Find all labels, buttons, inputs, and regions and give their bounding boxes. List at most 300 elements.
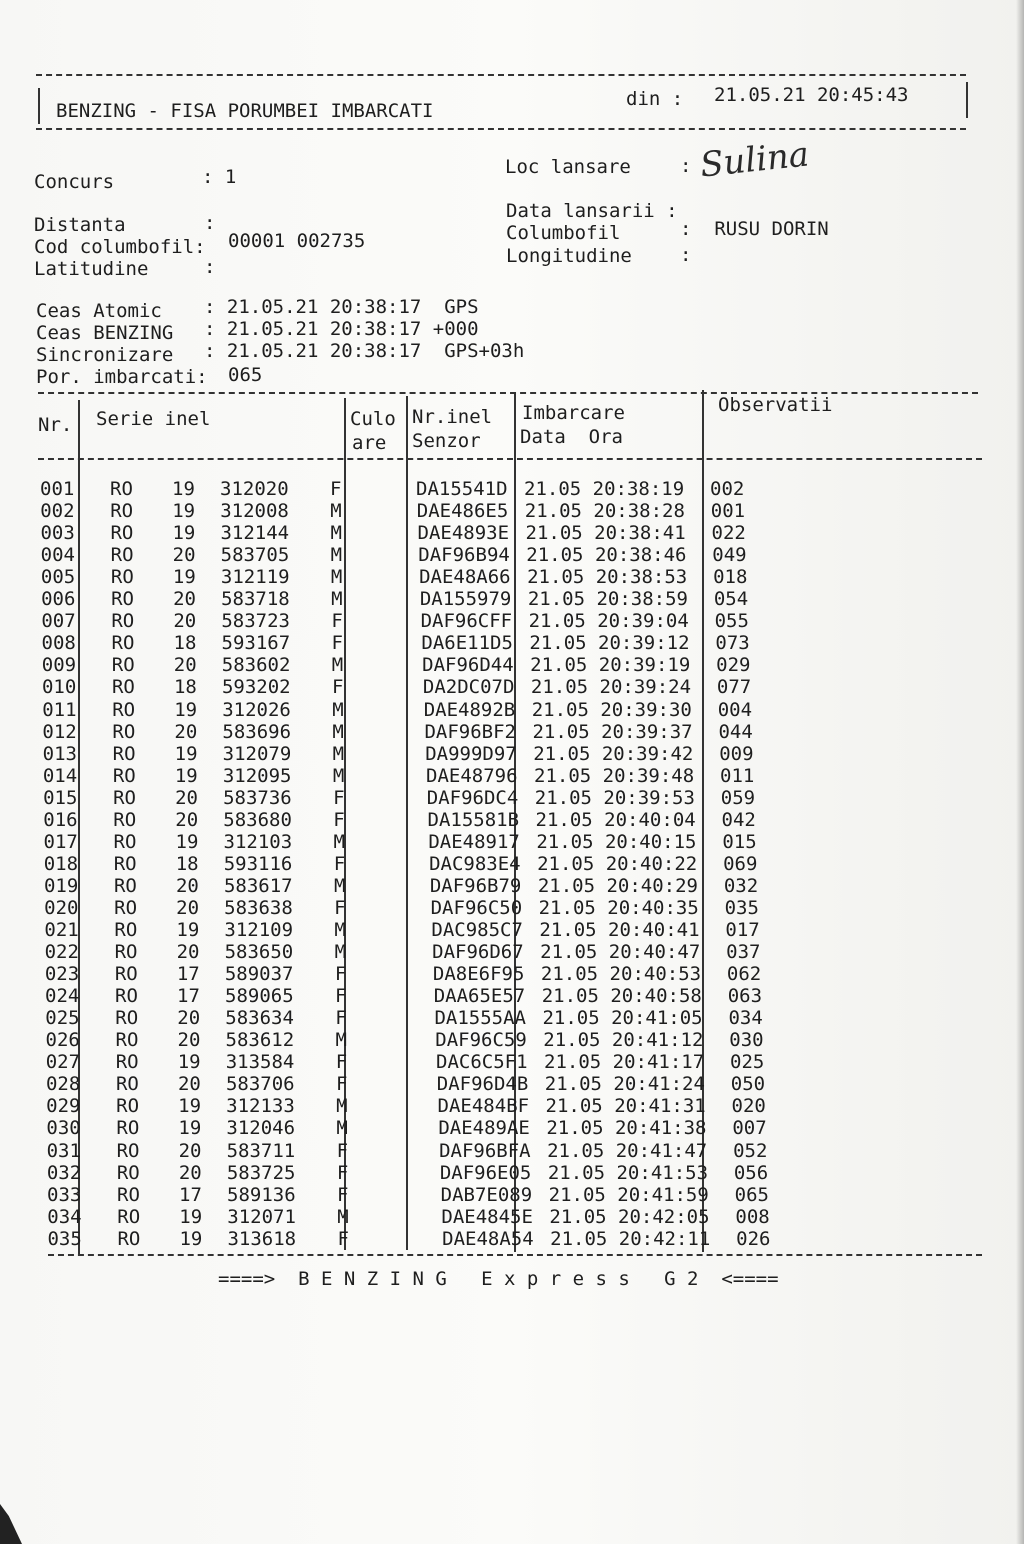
- ring-country: RO: [115, 1051, 139, 1074]
- ring-number: 312144: [220, 522, 290, 545]
- observation: 042: [721, 808, 756, 831]
- boarding-datetime: 21.05 20:41:05: [542, 1007, 703, 1030]
- sensor-id: DA6E11D5: [421, 632, 513, 655]
- boarding-datetime: 21.05 20:40:22: [537, 852, 698, 875]
- ring-number: 312119: [220, 566, 290, 589]
- observation: 020: [731, 1095, 766, 1118]
- observation: 037: [726, 941, 761, 964]
- ring-year: 19: [178, 1117, 202, 1140]
- header-bottom-border: [36, 128, 966, 130]
- ring-number: 312071: [227, 1205, 296, 1228]
- ring-country: RO: [115, 985, 138, 1008]
- ring-country: RO: [113, 786, 136, 809]
- observation: 059: [720, 786, 756, 809]
- ring-year: 20: [177, 1007, 201, 1030]
- boarding-datetime: 21.05 20:39:42: [533, 742, 694, 765]
- pigeon-sex: F: [337, 1227, 349, 1250]
- row-number: 034: [47, 1205, 82, 1228]
- row-number: 013: [42, 742, 77, 765]
- observation: 050: [730, 1073, 766, 1096]
- sensor-id: DAF96DC4: [426, 786, 519, 809]
- ring-number: 583612: [225, 1029, 295, 1052]
- sincronizare-value: : 21.05.21 20:38:17 GPS+03h: [204, 340, 525, 362]
- pigeon-sex: F: [335, 1051, 348, 1074]
- col-header-nr: Nr.: [38, 414, 73, 436]
- boarding-datetime: 21.05 20:41:59: [548, 1183, 709, 1206]
- concurs-label: Concurs: [34, 171, 115, 193]
- observation: 056: [733, 1161, 769, 1184]
- col-sep-culoare: [406, 396, 408, 1250]
- pigeon-sex: F: [334, 963, 347, 986]
- header-top-border: [36, 74, 966, 76]
- row-number: 005: [40, 566, 76, 589]
- row-number: 031: [46, 1139, 81, 1162]
- pigeon-sex: M: [333, 874, 346, 897]
- ring-year: 19: [179, 1227, 203, 1250]
- row-number: 024: [45, 985, 80, 1008]
- pigeon-sex: F: [335, 985, 347, 1008]
- pigeon-sex: M: [332, 742, 345, 765]
- observation: 029: [716, 654, 751, 677]
- boarding-datetime: 21.05 20:38:59: [527, 588, 688, 611]
- boarding-datetime: 21.05 20:41:38: [546, 1117, 707, 1140]
- row-number: 001: [40, 478, 75, 500]
- page-edge-shadow: [1016, 0, 1024, 1544]
- sensor-id: DAF96CFF: [420, 610, 513, 633]
- pigeon-sex: M: [331, 588, 343, 611]
- pigeon-sex: F: [337, 1183, 349, 1206]
- distanta-label: Distanta: [34, 214, 126, 236]
- ring-year: 19: [176, 919, 200, 941]
- col-header-culoare-1: Culo: [350, 408, 396, 430]
- ring-country: RO: [111, 610, 135, 633]
- longitudine-label: Longitudine: [506, 245, 632, 267]
- boarding-datetime: 21.05 20:41:17: [544, 1051, 705, 1074]
- sensor-id: DA2DC07D: [422, 676, 515, 699]
- sensor-id: DAE48A66: [419, 566, 511, 589]
- por-imbarcati-label: Por. imbarcati:: [36, 366, 208, 388]
- observation: 009: [719, 742, 754, 765]
- observation: 049: [712, 544, 747, 567]
- row-number: 025: [45, 1007, 80, 1030]
- sensor-id: DAE489AE: [438, 1117, 530, 1140]
- ring-number: 312103: [223, 830, 293, 853]
- distanta-sep: :: [204, 212, 216, 234]
- ring-country: RO: [111, 654, 135, 677]
- ring-country: RO: [114, 919, 138, 941]
- ring-year: 19: [177, 1051, 201, 1074]
- ring-country: RO: [111, 632, 135, 655]
- ring-year: 20: [176, 896, 200, 919]
- row-number: 006: [41, 588, 76, 611]
- observation: 001: [710, 500, 746, 523]
- boarding-datetime: 21.05 20:38:53: [527, 566, 688, 589]
- ring-country: RO: [115, 1029, 139, 1052]
- header-left-border: [38, 88, 40, 124]
- pigeon-sex: F: [331, 676, 344, 699]
- ring-country: RO: [112, 698, 136, 721]
- table-header-border: [38, 458, 982, 460]
- ring-number: 312020: [220, 478, 289, 500]
- cod-columbofil-value: 00001 002735: [228, 230, 366, 252]
- boarding-datetime: 21.05 20:41:31: [545, 1095, 706, 1118]
- observation: 002: [710, 478, 745, 500]
- boarding-datetime: 21.05 20:40:58: [541, 985, 702, 1008]
- ring-country: RO: [110, 500, 134, 523]
- longitudine-sep: :: [680, 244, 692, 266]
- ring-year: 19: [172, 566, 196, 589]
- ring-country: RO: [116, 1117, 140, 1140]
- pigeon-sex: F: [336, 1139, 349, 1162]
- boarding-datetime: 21.05 20:40:29: [537, 874, 699, 897]
- ring-country: RO: [114, 896, 138, 919]
- pigeon-sex: F: [333, 786, 345, 809]
- row-number: 021: [44, 919, 79, 941]
- ring-year: 19: [172, 500, 196, 523]
- ring-year: 20: [178, 1161, 202, 1184]
- observation: 015: [722, 830, 757, 853]
- ring-year: 19: [175, 830, 199, 853]
- ring-year: 19: [172, 522, 196, 545]
- col-header-nrinel-2: Senzor: [412, 430, 481, 452]
- ring-number: 593202: [221, 676, 291, 699]
- loc-lansare-label: Loc lansare: [505, 156, 631, 178]
- row-number: 019: [43, 874, 79, 897]
- ring-number: 583696: [222, 720, 292, 743]
- row-number: 027: [45, 1051, 81, 1074]
- ring-number: 583617: [223, 874, 293, 897]
- ring-number: 313618: [227, 1227, 297, 1250]
- observation: 035: [724, 896, 759, 919]
- observation: 065: [734, 1183, 769, 1206]
- ring-number: 583718: [221, 588, 290, 611]
- ring-number: 593167: [221, 632, 291, 655]
- ring-number: 583736: [223, 786, 292, 809]
- sensor-id: DAC6C5F1: [436, 1051, 528, 1074]
- pigeon-sex: F: [331, 610, 343, 633]
- pigeon-sex: F: [336, 1161, 349, 1184]
- row-number: 022: [44, 941, 79, 964]
- boarding-datetime: 21.05 20:39:53: [534, 786, 695, 809]
- ceas-atomic-value: : 21.05.21 20:38:17 GPS: [204, 296, 479, 318]
- boarding-datetime: 21.05 20:40:41: [539, 919, 700, 941]
- ring-number: 313584: [225, 1051, 295, 1074]
- sensor-id: DAE4845E: [441, 1205, 533, 1228]
- sensor-id: DAE48917: [428, 830, 520, 853]
- observation: 052: [733, 1139, 768, 1162]
- ring-number: 312095: [222, 764, 292, 787]
- col-header-imbarcare-1: Imbarcare: [522, 402, 625, 424]
- ring-year: 18: [173, 632, 197, 655]
- boarding-datetime: 21.05 20:42:05: [549, 1205, 710, 1228]
- row-number: 018: [43, 852, 79, 875]
- ring-number: 312133: [226, 1095, 295, 1118]
- pigeon-sex: F: [335, 1007, 347, 1030]
- ring-number: 312109: [224, 919, 294, 941]
- header-right-border: [966, 82, 968, 118]
- observation: 022: [711, 522, 746, 545]
- latitudine-label: Latitudine: [34, 258, 149, 280]
- ring-country: RO: [114, 963, 138, 986]
- observation: 017: [725, 919, 760, 941]
- data-lansarii-label: Data lansarii :: [506, 200, 678, 222]
- ring-country: RO: [116, 1139, 140, 1162]
- ring-country: RO: [113, 808, 137, 831]
- ring-country: RO: [116, 1095, 140, 1118]
- ring-number: 583725: [226, 1161, 296, 1184]
- boarding-datetime: 21.05 20:39:19: [530, 654, 691, 677]
- ceas-benzing-value: : 21.05.21 20:38:17 +000: [204, 318, 479, 340]
- boarding-datetime: 21.05 20:39:24: [530, 676, 692, 699]
- ring-year: 20: [176, 941, 200, 964]
- ring-number: 583705: [220, 544, 290, 567]
- sensor-id: DAF96B79: [429, 874, 522, 897]
- ring-number: 583634: [225, 1007, 294, 1030]
- ring-year: 19: [178, 1095, 202, 1118]
- pigeon-sex: F: [334, 896, 346, 919]
- ring-number: 312046: [226, 1117, 296, 1140]
- ring-number: 312008: [220, 500, 289, 523]
- row-number: 032: [46, 1161, 82, 1184]
- row-number: 015: [43, 786, 78, 809]
- ring-country: RO: [112, 764, 136, 787]
- row-number: 023: [44, 963, 80, 986]
- pigeon-sex: F: [331, 632, 343, 655]
- ring-number: 583602: [221, 654, 291, 677]
- sensor-id: DA8E6F95: [432, 963, 525, 986]
- sensor-id: DAE4893E: [417, 522, 510, 545]
- ring-country: RO: [113, 852, 137, 875]
- observation: 073: [715, 632, 750, 655]
- row-number: 029: [46, 1095, 81, 1118]
- boarding-datetime: 21.05 20:40:04: [535, 808, 696, 831]
- observation: 026: [736, 1227, 771, 1250]
- sensor-id: DAE486E5: [416, 500, 509, 523]
- sensor-id: DAE484BF: [437, 1095, 530, 1118]
- sensor-id: DAF96BF2: [424, 720, 516, 743]
- ring-number: 583680: [223, 808, 292, 831]
- boarding-datetime: 21.05 20:41:12: [543, 1029, 704, 1052]
- sensor-id: DAA65E57: [433, 985, 526, 1008]
- observation: 077: [716, 676, 752, 699]
- ring-number: 583706: [225, 1073, 295, 1096]
- latitudine-sep: :: [204, 256, 216, 278]
- observation: 004: [717, 698, 753, 721]
- observation: 054: [713, 588, 749, 611]
- pigeon-sex: M: [332, 698, 344, 721]
- observation: 032: [723, 874, 759, 897]
- pigeon-sex: F: [333, 852, 346, 875]
- sensor-id: DA155979: [419, 588, 512, 611]
- boarding-datetime: 21.05 20:40:35: [538, 896, 699, 919]
- ring-year: 19: [174, 742, 198, 765]
- row-number: 016: [43, 808, 78, 831]
- pigeon-sex: M: [334, 941, 347, 964]
- ring-country: RO: [114, 941, 138, 964]
- sensor-id: DA1555AA: [434, 1007, 526, 1030]
- sensor-id: DAF96BFA: [439, 1139, 531, 1162]
- ring-year: 18: [173, 676, 197, 699]
- observation: 034: [728, 1007, 763, 1030]
- row-number: 003: [40, 522, 75, 545]
- ring-country: RO: [113, 830, 137, 853]
- ring-year: 19: [172, 478, 195, 500]
- ring-country: RO: [115, 1073, 139, 1096]
- col-header-observatii: Observatii: [718, 394, 833, 416]
- ring-year: 20: [175, 786, 198, 809]
- boarding-datetime: 21.05 20:41:24: [544, 1073, 705, 1096]
- ring-country: RO: [111, 588, 134, 611]
- sensor-id: DAF96C50: [430, 896, 523, 919]
- pigeon-sex: M: [336, 1095, 348, 1118]
- pigeon-sex: M: [334, 919, 346, 941]
- sincronizare-label: Sincronizare: [36, 344, 174, 366]
- observation: 008: [735, 1205, 770, 1228]
- ceas-benzing-label: Ceas BENZING: [36, 322, 174, 344]
- pigeon-sex: M: [333, 830, 345, 853]
- row-number: 017: [43, 830, 78, 853]
- ring-country: RO: [113, 874, 137, 897]
- handwritten-location: Sulina: [698, 134, 811, 186]
- boarding-datetime: 21.05 20:38:28: [524, 500, 685, 523]
- ring-year: 19: [179, 1205, 203, 1228]
- ring-number: 312079: [222, 742, 292, 765]
- observation: 044: [718, 720, 753, 743]
- sensor-id: DAF96D44: [422, 654, 514, 677]
- table-bottom-border: [48, 1254, 982, 1256]
- ring-country: RO: [110, 544, 134, 567]
- sensor-id: DAC985C7: [431, 919, 523, 941]
- ring-year: 18: [175, 852, 199, 875]
- sensor-id: DAC983E4: [429, 852, 521, 875]
- observation: 011: [720, 764, 755, 787]
- pigeon-sex: M: [332, 764, 345, 787]
- boarding-datetime: 21.05 20:38:41: [525, 522, 686, 545]
- row-number: 008: [41, 632, 76, 655]
- ring-year: 20: [174, 720, 198, 743]
- col-header-imbarcare-2: Data Ora: [520, 426, 623, 448]
- din-label: din :: [626, 88, 684, 110]
- page-corner-shadow: [0, 1504, 22, 1544]
- boarding-datetime: 21.05 20:41:47: [547, 1139, 708, 1162]
- ring-country: RO: [110, 566, 134, 589]
- pigeon-sex: F: [333, 808, 345, 831]
- ring-country: RO: [116, 1161, 140, 1184]
- ring-number: 593116: [223, 852, 293, 875]
- ring-year: 20: [178, 1139, 202, 1162]
- pigeon-sex: M: [337, 1205, 349, 1228]
- pigeon-sex: M: [330, 566, 343, 589]
- columbofil-value: : RUSU DORIN: [680, 218, 829, 240]
- observation: 069: [723, 852, 758, 875]
- observation: 018: [713, 566, 748, 589]
- row-number: 020: [44, 896, 79, 919]
- ring-country: RO: [117, 1205, 141, 1228]
- row-number: 030: [46, 1117, 81, 1140]
- row-number: 035: [47, 1227, 82, 1250]
- ring-year: 20: [173, 588, 196, 611]
- ring-year: 19: [174, 698, 198, 721]
- sensor-id: DAF96B94: [418, 544, 510, 567]
- row-number: 026: [45, 1029, 80, 1052]
- col-header-culoare-2: are: [352, 432, 387, 454]
- ceas-atomic-label: Ceas Atomic: [36, 300, 162, 322]
- col-header-serie: Serie inel: [96, 408, 211, 430]
- boarding-datetime: 21.05 20:40:15: [536, 830, 697, 853]
- boarding-datetime: 21.05 20:39:30: [531, 698, 692, 721]
- ring-year: 20: [177, 1029, 201, 1052]
- row-number: 011: [42, 698, 77, 721]
- row-number: 009: [41, 654, 77, 677]
- ring-year: 20: [175, 808, 199, 831]
- row-number: 028: [45, 1073, 81, 1096]
- document-title: BENZING - FISA PORUMBEI IMBARCATI: [56, 100, 434, 122]
- sensor-id: DAB7E089: [440, 1183, 533, 1206]
- sensor-id: DAF96D67: [432, 941, 524, 964]
- din-value: 21.05.21 20:45:43: [714, 84, 909, 106]
- ring-number: 589037: [224, 963, 294, 986]
- row-number: 002: [40, 500, 75, 523]
- sensor-id: DAF96D4B: [436, 1073, 529, 1096]
- ring-country: RO: [112, 742, 136, 765]
- ring-country: RO: [115, 1007, 139, 1030]
- por-imbarcati-value: 065: [228, 364, 263, 386]
- row-number: 004: [40, 544, 75, 567]
- sensor-id: DA15581B: [427, 808, 520, 831]
- boarding-datetime: 21.05 20:39:37: [532, 720, 693, 743]
- ring-number: 312026: [222, 698, 291, 721]
- ring-year: 19: [174, 764, 198, 787]
- ring-number: 589136: [227, 1183, 296, 1206]
- observation: 062: [726, 963, 762, 986]
- ring-number: 583723: [221, 610, 290, 633]
- ring-year: 17: [176, 963, 200, 986]
- pigeon-sex: F: [335, 1073, 348, 1096]
- loc-lansare-sep: :: [680, 155, 692, 177]
- columbofil-label: Columbofil: [506, 222, 621, 244]
- pigeon-sex: M: [330, 544, 343, 567]
- observation: 055: [714, 610, 749, 633]
- boarding-datetime: 21.05 20:39:12: [529, 632, 690, 655]
- boarding-datetime: 21.05 20:39:04: [528, 610, 689, 633]
- sensor-id: DAE48A54: [442, 1227, 534, 1250]
- ring-year: 20: [173, 654, 197, 677]
- col-header-nrinel-1: Nr.inel: [412, 406, 493, 428]
- ring-number: 583650: [224, 941, 294, 964]
- sensor-id: DAE48796: [426, 764, 518, 787]
- pigeon-sex: M: [330, 500, 342, 523]
- boarding-datetime: 21.05 20:38:46: [526, 544, 687, 567]
- boarding-datetime: 21.05 20:38:19: [524, 478, 685, 500]
- ring-year: 17: [179, 1183, 202, 1206]
- ring-country: RO: [110, 478, 133, 500]
- row-number: 012: [42, 720, 77, 743]
- boarding-datetime: 21.05 20:42:11: [550, 1227, 711, 1250]
- pigeon-sex: M: [335, 1029, 347, 1052]
- ring-year: 20: [177, 1073, 201, 1096]
- sensor-id: DAE4892B: [423, 698, 516, 721]
- ring-year: 20: [172, 544, 196, 567]
- pigeon-sex: M: [331, 654, 344, 677]
- cod-columbofil-label: Cod columbofil:: [34, 236, 206, 258]
- ring-country: RO: [111, 676, 135, 699]
- ring-country: RO: [112, 720, 136, 743]
- ring-number: 583711: [226, 1139, 296, 1162]
- footer-banner: ====> B E N Z I N G E x p r e s s G 2 <====: [218, 1268, 779, 1290]
- ring-number: 589065: [225, 985, 294, 1008]
- ring-year: 20: [175, 874, 199, 897]
- pigeon-sex: F: [330, 478, 342, 500]
